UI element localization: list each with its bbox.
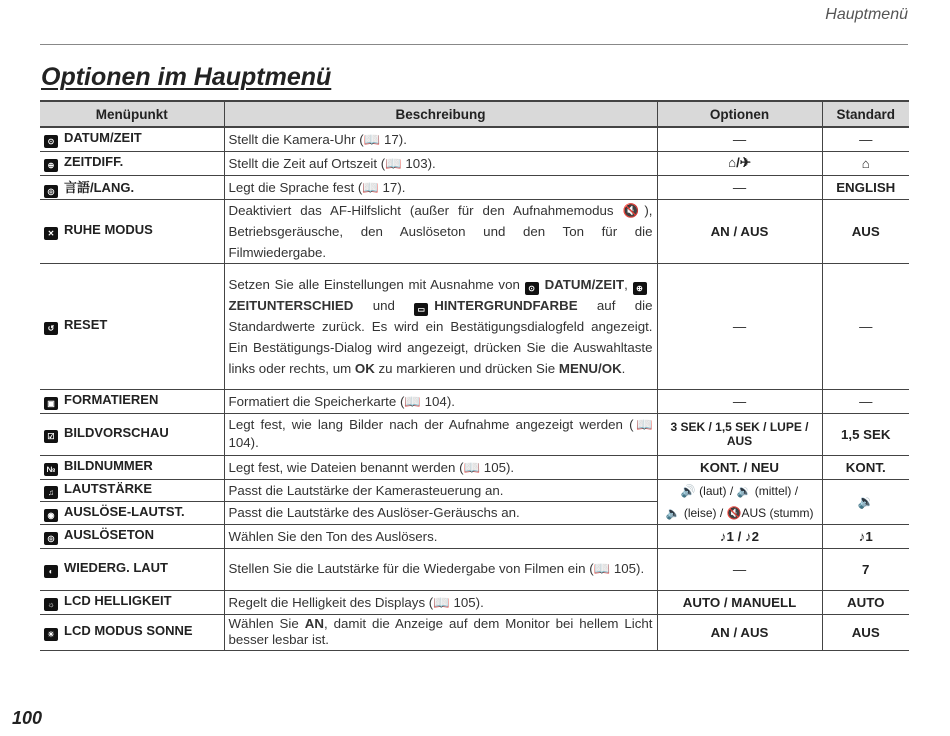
menu-item-name: ☀ LCD MODUS SONNE (40, 614, 224, 650)
menu-item-name: ◉ AUSLÖSE-LAUTST. (40, 502, 224, 525)
lcd-brightness-icon: ☼ (44, 598, 58, 611)
description: Passt die Lautstärke der Kamerasteuerung an. (224, 479, 657, 502)
shutter-sound-icon: ◎ (44, 532, 58, 545)
default-value: 1,5 SEK (822, 413, 909, 455)
default-value: AUTO (822, 590, 909, 614)
page-title: Optionen im Hauptmenü (41, 63, 332, 91)
default-value: 🔉 (822, 479, 909, 524)
options-value: 🔊 (laut) / 🔉 (mittel) / 🔈 (leise) / 🔇AUS (stumm) (657, 479, 822, 524)
default-value: AUS (822, 614, 909, 650)
page-number: 100 (12, 708, 43, 728)
description: Stellt die Zeit auf Ortszeit (📖 103). (224, 151, 657, 175)
menu-item-name: ◎ 言語/LANG. (40, 175, 224, 199)
menu-item-name: ↺ RESET (40, 263, 224, 389)
table-header-row (40, 101, 909, 127)
description: Stellen Sie die Lautstärke für die Wiedergabe von Filmen ein (📖 105). (224, 548, 657, 590)
reset-icon: ↺ (44, 322, 58, 335)
options-value: — (657, 263, 822, 389)
options-value: ♪1 / ♪2 (657, 524, 822, 548)
time-difference-icon: ⊕ (633, 282, 647, 295)
default-value: AUS (822, 199, 909, 263)
default-value: ⌂ (822, 151, 909, 175)
table-row (40, 524, 909, 548)
column-header-menu-item: Menüpunkt (40, 101, 224, 127)
options-value: AN / AUS (657, 199, 822, 263)
table-row (40, 590, 909, 614)
section-header: Hauptmenü (825, 6, 908, 23)
description: Wählen Sie AN, damit die Anzeige auf dem Monitor bei hellem Licht besser lesbar ist. (224, 614, 657, 650)
menu-item-name: ◐ WIEDERG. LAUT (40, 548, 224, 590)
background-color-icon: ▭ (414, 303, 428, 316)
menu-item-name: ⊕ ZEITDIFF. (40, 151, 224, 175)
menu-item-name: ♫ LAUTSTÄRKE (40, 479, 224, 502)
options-value: 3 SEK / 1,5 SEK / LUPE / AUS (657, 413, 822, 455)
options-value: — (657, 548, 822, 590)
menu-item-name: ☑ BILDVORSCHAU (40, 413, 224, 455)
menu-item-name: ▣ FORMATIEREN (40, 389, 224, 413)
volume-icon: ♫ (44, 486, 58, 499)
description: Wählen Sie den Ton des Auslösers. (224, 524, 657, 548)
column-header-description: Beschreibung (224, 101, 657, 127)
options-value: AUTO / MANUELL (657, 590, 822, 614)
menu-item-name: ✕ RUHE MODUS (40, 199, 224, 263)
table-row (40, 175, 909, 199)
playback-volume-icon: ◐ (44, 565, 58, 578)
description: Legt fest, wie Dateien benannt werden (📖 105). (224, 455, 657, 479)
default-value: — (822, 127, 909, 151)
default-value: ♪1 (822, 524, 909, 548)
table-row (40, 548, 909, 590)
table-row (40, 479, 909, 502)
header-rule (40, 44, 908, 45)
table-row (40, 455, 909, 479)
table-row (40, 413, 909, 455)
default-value: 7 (822, 548, 909, 590)
description: Formatiert die Speicherkarte (📖 104). (224, 389, 657, 413)
default-value: KONT. (822, 455, 909, 479)
silent-mode-icon: ✕ (44, 227, 58, 240)
options-value: AN / AUS (657, 614, 822, 650)
options-value: ⌂/✈ (657, 151, 822, 175)
options-table (40, 100, 909, 651)
lcd-sunlight-icon: ☀ (44, 628, 58, 641)
table-row (40, 199, 909, 263)
image-preview-icon: ☑ (44, 430, 58, 443)
column-header-options: Optionen (657, 101, 822, 127)
description: Stellt die Kamera-Uhr (📖 17). (224, 127, 657, 151)
column-header-default: Standard (822, 101, 909, 127)
menu-item-name: ☼ LCD HELLIGKEIT (40, 590, 224, 614)
default-value: — (822, 389, 909, 413)
options-value: — (657, 389, 822, 413)
options-value: KONT. / NEU (657, 455, 822, 479)
description: Legt die Sprache fest (📖 17). (224, 175, 657, 199)
options-value: — (657, 175, 822, 199)
language-icon: ◎ (44, 185, 58, 198)
shutter-volume-icon: ◉ (44, 509, 58, 522)
menu-item-name: № BILDNUMMER (40, 455, 224, 479)
default-value: ENGLISH (822, 175, 909, 199)
table-row (40, 127, 909, 151)
description: Deaktiviert das AF-Hilfslicht (außer für den Aufnahmemodus 🔇), Betriebsgeräusche, den Auslöseton und den Ton für die Filmwiedergabe. (224, 199, 657, 263)
menu-item-name: ◎ AUSLÖSETON (40, 524, 224, 548)
clock-icon: ⊙ (525, 282, 539, 295)
description: Setzen Sie alle Einstellungen mit Ausnahme von ⊙ DATUM/ZEIT, ⊕ZEITUNTERSCHIED und ▭ HINTERGRUNDFARBE auf die Standardwerte zurück. Es wird ein Bestätigungsdialogfeld angezeigt. Ein Bestätigungs-Dialog wird angezeigt, drücken Sie die Auswahltaste links oder rechts, um OK zu markieren und drücken Sie MENU/OK. (224, 263, 657, 389)
description: Passt die Lautstärke des Auslöser-Geräuschs an. (224, 502, 657, 525)
options-value: — (657, 127, 822, 151)
time-difference-icon: ⊕ (44, 159, 58, 172)
clock-icon: ⊙ (44, 135, 58, 148)
description: Legt fest, wie lang Bilder nach der Aufnahme angezeigt werden (📖 104). (224, 413, 657, 455)
table-row (40, 151, 909, 175)
table-row (40, 389, 909, 413)
menu-item-name: ⊙ DATUM/ZEIT (40, 127, 224, 151)
table-row (40, 614, 909, 650)
description: Regelt die Helligkeit des Displays (📖 105). (224, 590, 657, 614)
format-icon: ▣ (44, 397, 58, 410)
table-row (40, 263, 909, 389)
default-value: — (822, 263, 909, 389)
frame-number-icon: № (44, 463, 58, 476)
